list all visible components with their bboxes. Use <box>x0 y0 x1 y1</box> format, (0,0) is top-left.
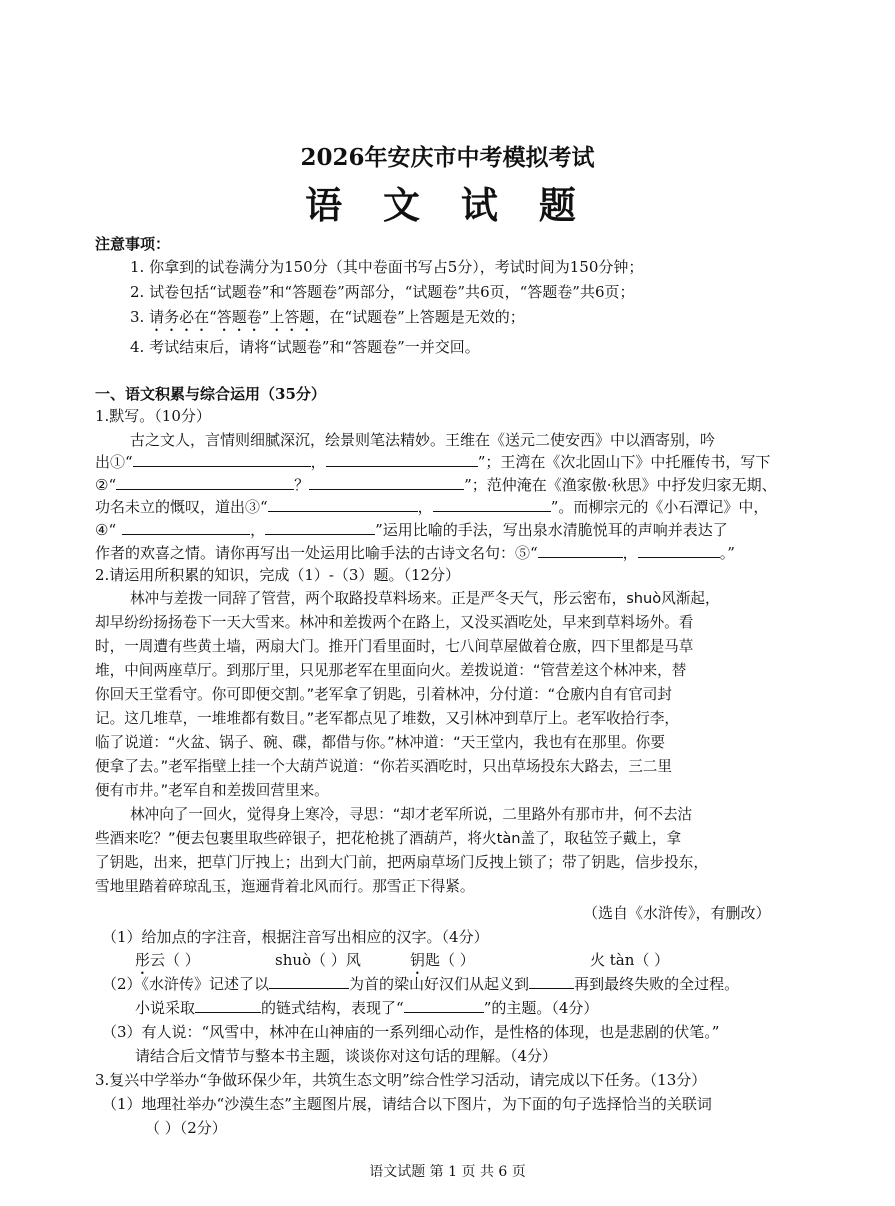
notice-item-4: 4. 考试结束后，请将“试题卷”和“答题卷”一并交回。 <box>130 338 480 356</box>
notice-item-3-number: 3. <box>130 308 150 326</box>
q1-line-4 <box>95 497 768 517</box>
text: ， <box>417 498 433 516</box>
passage-line: 却早纷纷扬扬卷下一天大雪来。林冲和差拨两个在路上，又没买酒吃处，早来到草料场外。看 <box>95 614 694 631</box>
text: ？ <box>294 476 310 494</box>
q1-line-3 <box>95 475 777 495</box>
notice-item-3-rest: ，在“试题卷”上答题是无效的； <box>314 308 525 326</box>
passage-line: 时，一周遭有些黄土墙，两扇大门。推开门看里面时，七八间草屋做着仓廒，四下里都是马草 <box>95 638 694 655</box>
passage-line: 记。这几堆草，一堆堆都有数目。”老军都点见了堆数，又引林冲到草厅上。老军收拾行李， <box>95 710 680 727</box>
text: 作者的欢喜之情。请你再写出一处运用比喻手法的古诗文名句：⑤“ <box>95 544 538 562</box>
q3-heading: 3.复兴中学举办“争做环保少年，共筑生态文明”综合性学习活动，请完成以下任务。（13分） <box>95 1071 707 1089</box>
section-1-heading: 一、语文积累与综合运用（35分） <box>95 385 326 403</box>
answer-blank-2a[interactable] <box>116 475 294 490</box>
passage-line: 便拿了去。”老军指壁上挂一个大葫芦说道：“你若买酒吃时，只出草场投东大路去，三二里 <box>95 758 672 775</box>
q3-sub1-line-1: （1）地理社举办“沙漠生态”主题图片展，请结合以下图片，为下面的句子选择恰当的关联词 <box>102 1095 712 1113</box>
passage-line: 林冲向了一回火，觉得身上寒冷，寻思：“却才老军所说，二里路外有那市井，何不去沽 <box>130 806 693 823</box>
notice-heading: 注意事项： <box>95 235 171 253</box>
text: 的链式结构，表现了“ <box>261 999 404 1017</box>
passage-line: 你回天王堂看守。你可即便交割。”老军拿了钥匙，引着林冲，分付道：“仓廒内自有官司封 <box>95 686 672 703</box>
text: 彤 <box>135 951 151 969</box>
text: ， <box>250 521 266 539</box>
text: 。” <box>719 544 735 562</box>
passage-line: 些酒来吃？”便去包裹里取些碎银子，把花枪挑了酒葫芦，将火tàn盖了，取毡笠子戴上，拿 <box>95 830 682 847</box>
q2-heading: 2.请运用所积累的知识，完成（1）-（3）题。（12分） <box>95 566 461 584</box>
passage-line: 便有市井。”老军自和差拨回营里来。 <box>95 782 329 799</box>
q1-heading: 1.默写。（10分） <box>95 407 211 425</box>
answer-blank-leader[interactable] <box>269 974 349 989</box>
notice-item-3-emphasis: 请务必在“答题卷”上答题 <box>149 308 315 326</box>
text: ， <box>310 453 326 471</box>
notice-item-2: 2. 试卷包括“试题卷”和“答题卷”两部分，“试题卷”共6页，“答题卷”共6页； <box>130 283 635 301</box>
q3-sub1-line-2: （ ）（2分） <box>145 1119 227 1137</box>
notice-item-3 <box>130 307 525 335</box>
text: 再到最终失败的全过程。 <box>574 975 740 993</box>
answer-blank-3b[interactable] <box>433 497 551 512</box>
text: （2）《水浒传》记述了以 <box>102 975 270 993</box>
text: ”；范仲淹在《渔家傲·秋思》中抒发归家无期、 <box>464 476 777 494</box>
text: ”。而柳宗元的《小石潭记》中， <box>550 498 769 516</box>
exam-title: 2026年安庆市中考模拟考试 <box>300 144 595 171</box>
answer-blank-3a[interactable] <box>268 497 418 512</box>
passage-line: 堆，中间两座草厅。到那厅里，只见那老军在里面向火。差拨说道：“管营差这个林冲来，替 <box>95 662 687 679</box>
text: 出①“ <box>95 453 133 471</box>
passage-line: 林冲与差拨一同辞了管营，两个取路投草料场来。正是严冬天气，彤云密布，shuò风渐起， <box>130 590 720 607</box>
text: 为首的梁山好汉们从起义到 <box>349 975 530 993</box>
text: 功名未立的慨叹，道出③“ <box>95 498 268 516</box>
q2-sub1-heading: （1）给加点的字注音，根据注音写出相应的汉字。（4分） <box>102 928 489 946</box>
answer-blank-turn[interactable] <box>529 974 574 989</box>
text: 云（ ） <box>150 951 200 969</box>
answer-blank-structure[interactable] <box>195 998 261 1013</box>
text: 小说采取 <box>135 999 196 1017</box>
q2-sub2-line-1 <box>102 974 739 994</box>
q2-sub1-item-d: 火 tàn（ ） <box>590 951 670 969</box>
answer-blank-5b[interactable] <box>638 543 720 558</box>
text: ， <box>622 544 638 562</box>
q1-line-5 <box>95 520 728 540</box>
answer-blank-2b[interactable] <box>309 475 464 490</box>
text: ”；王湾在《次北固山下》中托雁传书，写下 <box>477 453 771 471</box>
text: ④“ <box>95 521 117 539</box>
page-footer: 语文试题 第 1 页 共 6 页 <box>369 1164 526 1180</box>
answer-blank-1b[interactable] <box>326 452 478 467</box>
q2-sub2-line-2 <box>135 998 598 1018</box>
notice-item-1: 1. 你拿到的试卷满分为150分（其中卷面书写占5分），考试时间为150分钟； <box>130 258 644 276</box>
q1-line-6 <box>95 543 735 563</box>
text: ②“ <box>95 476 117 494</box>
q2-sub3-line-2: 请结合后文情节与整本书主题，谈谈你对这句话的理解。（4分） <box>135 1047 558 1065</box>
q2-sub3-line-1: （3）有人说：“风雪中，林冲在山神庙的一系列细心动作，是性格的体现，也是悲剧的伏笔。” <box>102 1023 720 1041</box>
answer-blank-4a[interactable] <box>122 520 250 535</box>
passage-line: 雪地里踏着碎琼乱玉，迤逦背着北风而行。那雪正下得紧。 <box>95 878 475 895</box>
text: 钥 <box>410 951 426 969</box>
q2-sub1-item-b: shuò（ ）风 <box>275 951 361 969</box>
text: ”的主题。（4分） <box>483 999 599 1017</box>
answer-blank-theme[interactable] <box>404 998 484 1013</box>
passage-source: （选自《水浒传》，有删改） <box>583 904 771 922</box>
answer-blank-4b[interactable] <box>265 520 375 535</box>
text: ”运用比喻的手法，写出泉水清脆悦耳的声响并表达了 <box>375 521 728 539</box>
q1-line-2 <box>95 452 770 472</box>
q1-line-1: 古之文人，言情则细腻深沉，绘景则笔法精妙。王维在《送元二使安西》中以酒寄别，吟 <box>130 431 716 449</box>
passage-line: 临了说道：“火盆、锅子、碗、碟，都借与你。”林冲道：“天王堂内，我也有在那里。你要 <box>95 734 665 751</box>
answer-blank-1a[interactable] <box>133 452 311 467</box>
answer-blank-5a[interactable] <box>538 543 623 558</box>
text: 匙（ ） <box>425 951 475 969</box>
paper-subtitle: 语 文 试 题 <box>305 183 590 227</box>
passage-line: 了钥匙，出来，把草门厅拽上；出到大门前，把两扇草场门反拽上锁了；带了钥匙，信步投东， <box>95 854 708 871</box>
